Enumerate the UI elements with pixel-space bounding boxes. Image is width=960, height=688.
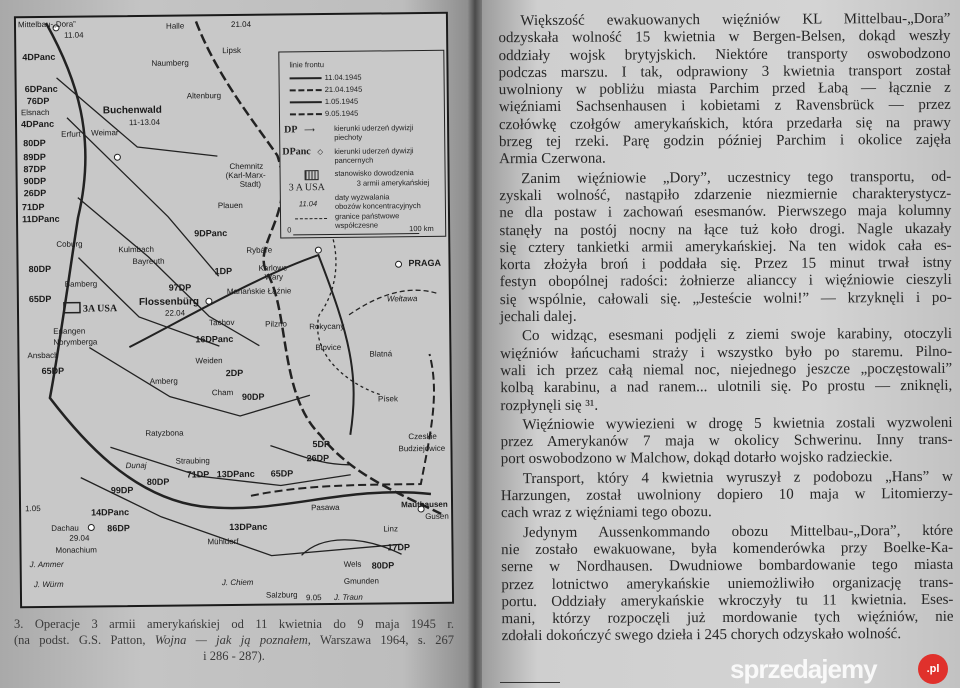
map-label: 11-13.04: [128, 117, 161, 128]
text-line: zyskali wolność, nastąpiło zdarzenie niezmiernie charakterystycz-: [499, 185, 952, 205]
book-gutter: [468, 0, 482, 688]
map-label: Dachau: [51, 523, 79, 533]
text-line: rozpłynęli się ³¹.: [500, 397, 599, 414]
map-label: Pasawa: [311, 502, 340, 513]
division-label: 6DPanc: [24, 83, 58, 95]
division-label: 90DP: [241, 391, 265, 402]
text-line: portu. Oddziały amerykańskie wkroczyły tu 11 kwietnia. Eses-: [501, 591, 954, 610]
text-line: nie zostało ewakuowane, była komenderówka przy Boelke-Ka-: [501, 539, 954, 559]
text-line: czołówkę czołgów amerykańskich, która przedarła się na prawy: [498, 114, 951, 133]
scale-bar: [293, 233, 419, 235]
footnote-rule: [500, 682, 560, 683]
legend-dp-text: kierunki uderzeń dywizji piechoty: [334, 123, 414, 142]
text-line: brzeg tej rzeki. Parę godzin później Parchim i okolice zajęła: [498, 131, 952, 151]
map-label: 21.04: [230, 19, 252, 30]
map-label: Plauen: [217, 200, 243, 211]
legend-front-0905: 9.05.1945: [290, 109, 358, 119]
map-label: Salzburg: [265, 590, 298, 600]
map-label: Kulmbach: [118, 244, 154, 255]
text-line: Co widząc, esesmani podjęli z ziemi swoje karabiny, otoczyli: [521, 326, 953, 345]
scale-start: 0: [287, 225, 292, 235]
division-label: 86DP: [107, 523, 130, 534]
map-label: Flossenbürg: [138, 296, 199, 308]
division-label: 65DP: [270, 468, 294, 479]
map-label: Cham: [211, 388, 234, 398]
map-label: Pilzno: [265, 319, 287, 329]
map-label: PRAGA: [408, 257, 442, 269]
map-label: Erlangen: [53, 326, 86, 336]
map-label: Mariańskie Łaźnie: [226, 286, 292, 297]
division-label: 4DPanc: [22, 51, 56, 63]
map-label: Elsnach: [20, 107, 50, 118]
division-label: 26DP: [306, 453, 330, 464]
paragraph: [500, 326, 952, 415]
caption-line: (na podst. G.S. Patton, Wojna — jak ją poznałem, Warszawa 1964, s. 267: [14, 633, 454, 647]
watermark-badge: .pl: [918, 654, 948, 684]
map-label: Czeskie: [408, 431, 437, 442]
text-line: Transport, który 4 kwietnia wyruszył z podobozu „Hans” w: [522, 468, 953, 487]
left-page: [0, 0, 474, 688]
diamond-arrow-icon: ◇: [317, 147, 324, 157]
legend-front-0105: 1.05.1945: [290, 97, 358, 107]
text-line: przez Amerykanów 7 maja w okolicy Schwerinu. Inny trans-: [500, 431, 953, 451]
division-label: 99DP: [110, 485, 134, 496]
map-label: J. Würm: [33, 579, 64, 590]
map-label: Erfurt: [61, 129, 81, 139]
text-line: korta złożyła broń i poddała się. Przez 15 minut trwał istny: [499, 254, 952, 274]
map-label: Wary: [264, 272, 284, 282]
text-line: jechali dalej.: [499, 308, 577, 326]
text-line: oddziały wojsk brytyjskich. Niektóre transporty oswobodzono: [498, 45, 951, 64]
text-line: więźniów łańcuchami straży i wszystko było po staremu. Pilno-: [500, 343, 953, 362]
division-label: 11DPanc: [21, 213, 60, 225]
camp-marker: [206, 298, 212, 304]
map-label: Weimar: [91, 128, 119, 138]
map-label: J. Chiem: [221, 577, 254, 588]
map-label: Rokycany: [309, 321, 345, 332]
text-line: Jedynym Aussenkommando obozu Mittelbau-„Dora”, które: [523, 522, 954, 541]
text-line: festyn obopólnej radości: żołnierze alianccy i więźniowie cieszyli: [499, 272, 952, 291]
division-label: 26DP: [23, 187, 47, 199]
city-marker: [315, 247, 321, 253]
division-label: 4DPanc: [20, 118, 55, 130]
map-label: Budziejowice: [398, 443, 446, 454]
text-line: Większość ewakuowanych więźniów KL Mittelbau-„Dora”: [520, 10, 951, 30]
map-label: Buchenwald: [102, 104, 162, 117]
division-label: 14DPanc: [91, 507, 130, 518]
legend-border-text: granice państwowe współczesne: [334, 211, 400, 230]
legend-dpanc-symbol: DPanc: [282, 146, 311, 158]
map-label: Mauthausen: [401, 499, 448, 510]
hq-icon: [305, 170, 319, 180]
legend-front-1104: 11.04.1945: [290, 73, 362, 83]
map-label: Dunaj: [125, 460, 147, 471]
text-line: Armia Czerwona.: [499, 151, 606, 168]
city-marker: [395, 261, 401, 267]
map-label: 11.04: [64, 30, 84, 40]
text-line: uwolniony w pobliżu miasta Parchim przed Łabą — łącznie z: [498, 80, 951, 99]
division-label: 76DP: [26, 95, 50, 107]
text-line: podczas marszu. I tak, odprawiony 3 kwietnia transport został: [498, 62, 951, 82]
division-label: 13DPanc: [216, 468, 255, 480]
division-label: 90DP: [23, 175, 47, 187]
map-label: Bayreuth: [132, 256, 165, 267]
legend-hq-text-2: 3 armii amerykańskiej: [356, 177, 430, 188]
legend-date-symbol: 11.04: [298, 199, 318, 209]
map-figure: [14, 12, 454, 609]
division-label: 80DP: [371, 560, 395, 571]
map-label: Bamberg: [64, 279, 98, 289]
division-label: 80DP: [23, 137, 46, 149]
watermark-logo: sprzedajemy: [730, 654, 877, 684]
map-label: Chemnitz: [229, 161, 264, 172]
map-label: Gmunden: [343, 576, 380, 586]
text-line: więźniami Sachsenhausen i kobietami z Ravensbrück — przez: [498, 97, 951, 116]
legend-front-title: linie frontu: [289, 60, 325, 70]
map-label: Halle: [165, 21, 185, 31]
text-line: ne dla postaw i zachowań esesmanów. Pierwszego maja kolumny: [499, 203, 952, 222]
map-label: Weiden: [195, 356, 223, 366]
division-label: 65DP: [41, 365, 65, 377]
map-label: Wełtawa: [386, 294, 418, 304]
map-label: Linz: [383, 524, 399, 534]
map-label: Karlowe: [258, 263, 288, 273]
map-label: Blovice: [315, 342, 342, 353]
legend-front-2104: 21.04.1945: [290, 85, 363, 95]
legend-hq-text-1: stanowisko dowodzenia: [334, 168, 414, 178]
division-label: 87DP: [23, 163, 47, 175]
division-label: 89DP: [23, 151, 46, 163]
map-label: Mühldorf: [207, 536, 239, 547]
text-line: się cztery tankietki armii amerykańskiej. Na ten widok cała es-: [499, 237, 952, 257]
map-label: Straubing: [175, 456, 210, 466]
map-label: Altenburg: [186, 91, 222, 101]
text-line: przez lotnictwo amerykańskie uniemożliwiło organizację trans-: [501, 574, 954, 593]
legend-hq-symbol: 3 A USA: [288, 182, 325, 194]
legend-dp-symbol: DP: [284, 124, 298, 136]
division-label: 80DP: [146, 476, 170, 487]
scale-end: 100 km: [409, 223, 434, 234]
paragraph: [500, 415, 952, 469]
map-label: Coburg: [56, 239, 83, 249]
map-label: J. Traun: [333, 592, 363, 602]
map-label: Stadt): [239, 179, 262, 189]
text-line: kolbą karabinu, a nad ranem... ulotnili się. Po prostu — zniknęli,: [500, 378, 953, 397]
map-label: Blatná: [369, 349, 393, 359]
division-label: 13DPanc: [229, 521, 268, 533]
caption-line: 3. Operacje 3 armii amerykańskiej od 11 kwietnia do 9 maja 1945 r.: [14, 617, 454, 631]
paragraph: [498, 11, 951, 169]
map-label: Rybáře: [246, 245, 273, 255]
text-line: stanęły na postój nocny na łące tuż koło drogi. Nagle ukazały: [499, 220, 952, 239]
map-label: J. Ammer: [29, 559, 64, 570]
text-line: wali ich przez całą niemal noc, niejednego jeszcze „poczęstowali”: [500, 360, 953, 380]
paragraph: [501, 522, 954, 645]
map-label: 22.04: [164, 308, 186, 318]
text-line: Harzungen, został uwolniony dopiero 10 maja w Litomierzy-: [500, 485, 953, 505]
camp-marker: [114, 154, 120, 160]
map-label: Naumberg: [151, 58, 189, 68]
map-label: Ratyzbona: [145, 428, 184, 438]
division-label: 80DP: [28, 263, 52, 275]
hq-label: 3A USA: [82, 303, 118, 315]
text-line: port oswobodzono w Malchow, dokąd dotarło wojsko radzieckie.: [500, 449, 893, 468]
text-line: cach wraz z więźniami tego obozu.: [500, 504, 712, 522]
division-label: 17DP: [387, 542, 411, 553]
text-line: Więźniowie wywiezieni w drogę 5 kwietnia zostali wyzwoleni: [522, 414, 953, 433]
border-line-icon: [295, 218, 327, 219]
arrow-icon: ⟶: [304, 125, 315, 135]
division-label: 97DP: [168, 282, 192, 293]
legend-dpanc-text: kierunki uderzeń dywizji pancernych: [334, 146, 414, 165]
text-line: Zanim więźniowie „Dory”, uczestnicy tego transportu, od-: [521, 168, 952, 187]
camp-marker: [88, 524, 94, 530]
map-label: Písek: [377, 394, 399, 404]
map-label: Lipsk: [222, 45, 242, 56]
division-label: 2DP: [225, 367, 244, 379]
legend-date-text: daty wyzwalania obozów koncentracyjnych: [334, 192, 421, 211]
division-label: 71DP: [186, 469, 210, 480]
text-line: serne w Nordhausen. Dwudniowe bombardowanie tego miasta: [501, 557, 954, 576]
text-line: mani, którzy rozpoczęli już mordowanie tych więźniów, nie: [501, 608, 954, 628]
division-label: 9DPanc: [194, 228, 228, 239]
text-line: odzyskała wolność 15 kwietnia w Bergen-Belsen, dokąd weszły: [498, 28, 951, 47]
paragraph: [501, 469, 953, 523]
map-label: Monachium: [55, 545, 97, 555]
division-label: 16DPanc: [195, 334, 234, 345]
figure-caption: [14, 616, 454, 664]
body-text: [498, 11, 953, 648]
map-label: Mittelbau-„Dora”: [17, 19, 76, 30]
division-label: 65DP: [28, 293, 52, 305]
map-label: Norymberga: [53, 337, 98, 347]
text-line: zdołali dokończyć swego dzieła i 245 chorych odzyskało wolność.: [501, 626, 902, 645]
division-label: 1DP: [214, 266, 233, 277]
division-label: 71DP: [21, 201, 45, 213]
map-label: (Karl-Marx-: [225, 170, 266, 181]
map-label: Wels: [343, 559, 362, 569]
text-line: się wspólnie, całowali się. „Jesteście wolni!” — krzyknęli i po-: [499, 289, 952, 308]
map-label: Gusen: [425, 511, 449, 522]
map-label: 1.05: [25, 504, 41, 514]
map-label: 29.04: [69, 533, 90, 543]
caption-line: i 286 - 287).: [203, 649, 265, 663]
division-label: 5DP: [312, 439, 330, 450]
map-label: Ansbach: [27, 350, 59, 361]
paragraph: [499, 168, 952, 326]
map-legend: [278, 50, 446, 239]
map-label: Amberg: [149, 376, 178, 386]
map-label: 9.05: [305, 593, 322, 603]
map-label: Tachov: [209, 317, 235, 328]
